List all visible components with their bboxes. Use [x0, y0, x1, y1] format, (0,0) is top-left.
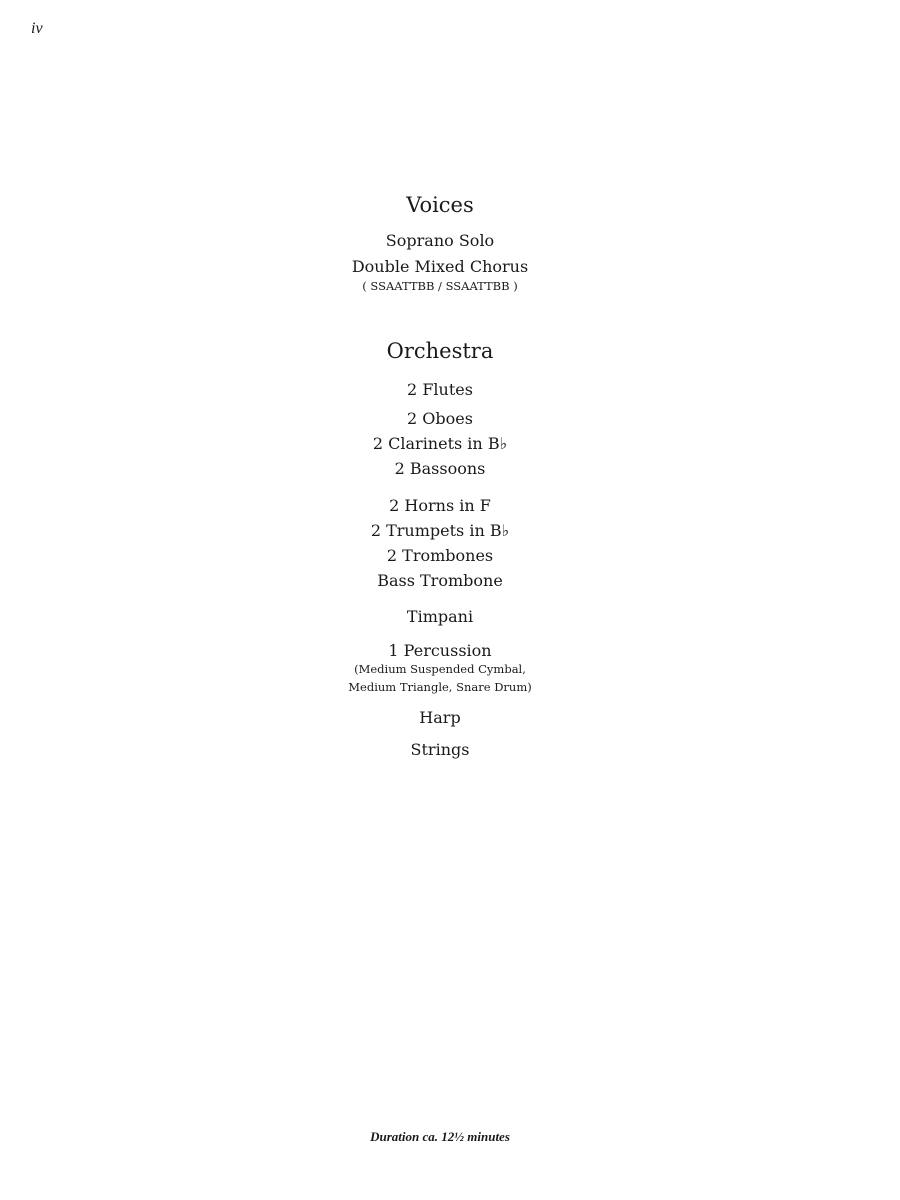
instrument-oboes: 2 Oboes — [407, 409, 473, 428]
percussion-detail-line-2: Medium Triangle, Snare Drum) — [348, 680, 532, 694]
instrument-trombones: 2 Trombones — [386, 546, 494, 565]
orchestra-heading: Orchestra — [386, 339, 494, 363]
page-number: iv — [31, 20, 43, 37]
voices-heading: Voices — [406, 193, 474, 217]
percussion-detail-line-1: (Medium Suspended Cymbal, — [354, 662, 526, 676]
instrument-clarinets: 2 Clarinets in B♭ — [372, 434, 508, 453]
voice-chorus-detail: ( SSAATTBB / SSAATTBB ) — [362, 279, 518, 293]
instrument-percussion: 1 Percussion — [388, 641, 492, 660]
instrument-flutes: 2 Flutes — [407, 380, 473, 399]
duration-note: Duration ca. 12½ minutes — [370, 1129, 510, 1144]
voice-soprano-solo: Soprano Solo — [385, 231, 495, 250]
instrument-bass-trombone: Bass Trombone — [377, 571, 503, 590]
instrument-strings: Strings — [410, 740, 470, 759]
instrument-horns: 2 Horns in F — [389, 496, 491, 515]
instrument-timpani: Timpani — [406, 607, 474, 626]
instrument-bassoons: 2 Bassoons — [394, 459, 486, 478]
instrument-trumpets: 2 Trumpets in B♭ — [370, 521, 510, 540]
voice-double-mixed-chorus: Double Mixed Chorus — [351, 257, 529, 276]
instrument-harp: Harp — [419, 708, 461, 727]
